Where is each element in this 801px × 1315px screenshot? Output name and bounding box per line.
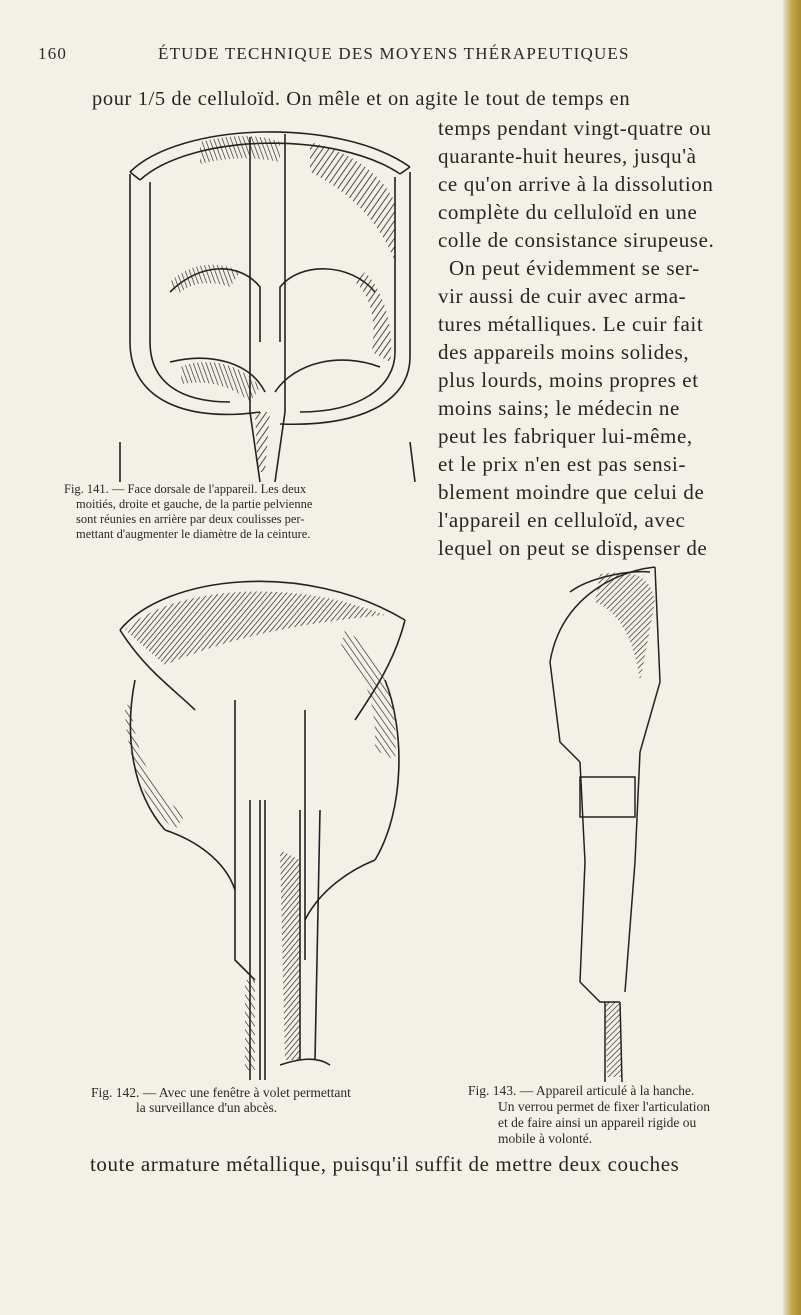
gilt-page-edge: [783, 0, 801, 1315]
figure-143-caption-line: Un verrou permet de fixer l'articulation: [498, 1099, 710, 1114]
body-line: quarante-huit heures, jusqu'à: [438, 144, 697, 168]
body-line: des appareils moins solides,: [438, 340, 690, 364]
running-title: ÉTUDE TECHNIQUE DES MOYENS THÉRAPEUTIQUES: [158, 44, 630, 63]
body-line: tures métalliques. Le cuir fait: [438, 312, 704, 336]
figure-141-caption-line: sont réunies en arrière par deux coulisses per-: [76, 512, 305, 526]
figure-143-illustration: [540, 562, 670, 1082]
body-line: l'appareil en celluloïd, avec: [438, 508, 686, 532]
body-line: plus lourds, moins propres et: [438, 368, 699, 392]
body-line: ce qu'on arrive à la dissolution: [438, 172, 714, 196]
figure-141-caption-line: Fig. 141. — Face dorsale de l'appareil. Les deux: [64, 482, 307, 496]
body-line: On peut évidemment se ser-: [449, 256, 700, 280]
body-line: pour 1/5 de celluloïd. On mêle et on agite le tout de temps en: [92, 88, 631, 110]
figure-143-caption-line: et de faire ainsi un appareil rigide ou: [498, 1115, 697, 1130]
body-line: temps pendant vingt-quatre ou: [438, 116, 712, 140]
body-line: lequel on peut se dispenser de: [438, 536, 708, 560]
body-line: colle de consistance sirupeuse.: [438, 228, 715, 252]
body-line: peut les fabriquer lui-même,: [438, 424, 693, 448]
body-line-last: toute armature métallique, puisqu'il suffit de mettre deux couches: [90, 1152, 680, 1176]
figure-141-caption-line: mettant d'augmenter le diamètre de la ceinture.: [76, 527, 311, 541]
figure-142-caption-line: la surveillance d'un abcès.: [136, 1100, 278, 1115]
figure-143-caption-line: mobile à volonté.: [498, 1131, 593, 1146]
body-line: blement moindre que celui de: [438, 480, 705, 504]
page-number: 160: [38, 44, 68, 63]
body-line: moins sains; le médecin ne: [438, 396, 680, 420]
figure-143-caption-line: Fig. 143. — Appareil articulé à la hanche.: [468, 1083, 695, 1098]
figure-141-illustration: [110, 112, 430, 482]
figure-142-caption-line: Fig. 142. — Avec une fenêtre à volet permettant: [91, 1085, 351, 1100]
body-line: vir aussi de cuir avec arma-: [438, 284, 687, 308]
figure-141-caption-line: moitiés, droite et gauche, de la partie pelvienne: [76, 497, 313, 511]
figure-142-illustration: [105, 560, 425, 1080]
body-line: complète du celluloïd en une: [438, 200, 698, 224]
body-line: et le prix n'en est pas sensi-: [438, 452, 687, 476]
